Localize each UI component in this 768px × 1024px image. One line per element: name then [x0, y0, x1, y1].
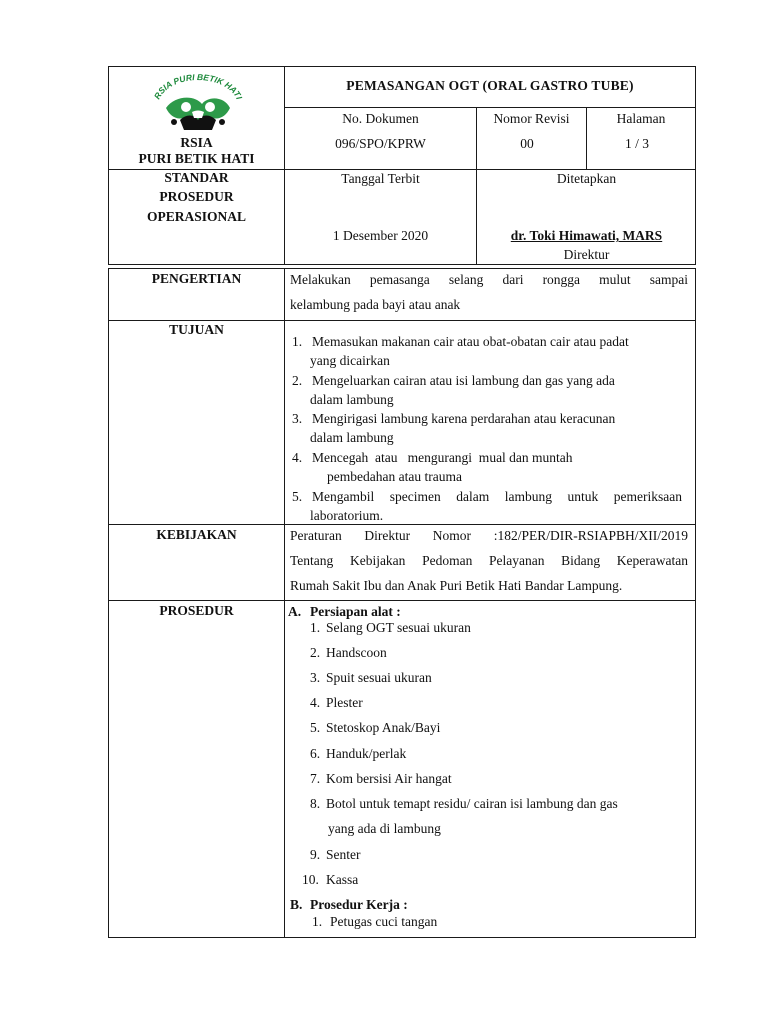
sop-label-line-3: OPERASIONAL — [146, 209, 246, 224]
row-divider-pengertian — [108, 320, 696, 321]
list-item-number: 5. — [292, 489, 303, 504]
tool-number: 1. — [310, 620, 321, 635]
logo-arc-text: RSIA PURI BETIK HATI — [151, 74, 245, 101]
pengertian-line-1: Melakukan pemasanga selang dari rongga mulut sampai — [290, 272, 688, 287]
content-border-bottom — [108, 937, 696, 938]
issued-date-value: 1 Desember 2020 — [332, 228, 429, 243]
hospital-short-name: RSIA — [180, 135, 213, 150]
tool-item: Botol untuk temapt residu/ cairan isi lambung dan gas — [326, 796, 618, 811]
tool-item: Spuit sesuai ukuran — [326, 670, 432, 685]
doc-no-value: 096/SPO/KPRW — [335, 136, 426, 151]
section-b-title: Prosedur Kerja : — [310, 897, 408, 912]
pengertian-label: PENGERTIAN — [151, 271, 242, 286]
svg-text:RSIA PURI BETIK HATI — [152, 74, 245, 101]
director-title: Direktur — [563, 247, 610, 262]
pengertian-line-2: kelambung pada bayi atau anak — [290, 297, 461, 312]
hospital-logo — [150, 74, 246, 136]
page-label: Halaman — [616, 111, 666, 126]
list-item-continuation: laboratorium. — [310, 508, 384, 523]
content-divider-vertical — [284, 268, 285, 938]
list-item-number: 2. — [292, 373, 303, 388]
tool-item: Stetoskop Anak/Bayi — [326, 720, 441, 735]
list-item-continuation: pembedahan atau trauma — [327, 469, 462, 484]
list-item: Memasukan makanan cair atau obat-obatan cair atau padat — [312, 334, 629, 349]
kebijakan-line-1: Peraturan Direktur Nomor :182/PER/DIR-RSIAPBH/XII/2019 — [290, 528, 688, 543]
prosedur-label: PROSEDUR — [159, 603, 234, 618]
page-number: 1 / 3 — [624, 136, 649, 151]
tool-number: 4. — [310, 695, 321, 710]
tool-item-continuation: yang ada di lambung — [328, 821, 441, 836]
section-a-letter: A. — [288, 604, 302, 619]
tool-number: 10. — [302, 872, 319, 887]
header-border-bottom — [108, 264, 696, 265]
kebijakan-label: KEBIJAKAN — [156, 527, 237, 542]
doc-no-label: No. Dokumen — [342, 111, 419, 126]
revision-value: 00 — [520, 136, 534, 151]
sop-label-line-1: STANDAR — [164, 170, 229, 185]
content-border-right — [695, 268, 696, 938]
kebijakan-line-3: Rumah Sakit Ibu dan Anak Puri Betik Hati Bandar Lampung. — [290, 578, 623, 593]
hospital-name: PURI BETIK HATI — [138, 151, 255, 166]
list-item: Mengeluarkan cairan atau isi lambung dan gas yang ada — [312, 373, 615, 388]
list-item-continuation: dalam lambung — [310, 430, 394, 445]
list-item-number: 3. — [292, 411, 303, 426]
tool-number: 2. — [310, 645, 321, 660]
tool-item: Handscoon — [326, 645, 387, 660]
row-divider-kebijakan — [108, 600, 696, 601]
title-divider — [284, 107, 696, 108]
tool-number: 8. — [310, 796, 321, 811]
tool-item: Senter — [326, 847, 361, 862]
tool-number: 9. — [310, 847, 321, 862]
list-item-continuation: yang dicairkan — [310, 353, 390, 368]
tool-item: Selang OGT sesuai ukuran — [326, 620, 471, 635]
header-border-top — [108, 66, 696, 67]
kebijakan-line-2: Tentang Kebijakan Pedoman Pelayanan Bidang Keperawatan — [290, 553, 688, 568]
sop-label-line-2: PROSEDUR — [159, 189, 234, 204]
row-divider-tujuan — [108, 524, 696, 525]
step-item: Petugas cuci tangan — [330, 914, 438, 929]
document-title: PEMASANGAN OGT (ORAL GASTRO TUBE) — [346, 78, 634, 93]
tool-item: Handuk/perlak — [326, 746, 407, 761]
tool-number: 5. — [310, 720, 321, 735]
tool-item: Kassa — [326, 872, 359, 887]
tool-number: 7. — [310, 771, 321, 786]
tool-item: Plester — [326, 695, 363, 710]
section-b-letter: B. — [290, 897, 303, 912]
list-item-number: 4. — [292, 450, 303, 465]
issued-date-label: Tanggal Terbit — [341, 171, 420, 186]
director-name: dr. Toki Himawati, MARS — [510, 228, 663, 243]
list-item: Mengirigasi lambung karena perdarahan atau keracunan — [312, 411, 616, 426]
section-a-title: Persiapan alat : — [310, 604, 401, 619]
tool-number: 6. — [310, 746, 321, 761]
tujuan-label: TUJUAN — [169, 322, 224, 337]
step-number: 1. — [312, 914, 323, 929]
list-item-continuation: dalam lambung — [310, 392, 394, 407]
list-item: Mengambil specimen dalam lambung untuk pemeriksaan — [312, 489, 682, 504]
list-item-number: 1. — [292, 334, 303, 349]
list-item: Mencegah atau mengurangi mual dan muntah — [312, 450, 573, 465]
tool-item: Kom bersisi Air hangat — [326, 771, 452, 786]
tool-number: 3. — [310, 670, 321, 685]
revision-label: Nomor Revisi — [493, 111, 570, 126]
content-border-top — [108, 268, 696, 269]
approved-label: Ditetapkan — [556, 171, 617, 186]
